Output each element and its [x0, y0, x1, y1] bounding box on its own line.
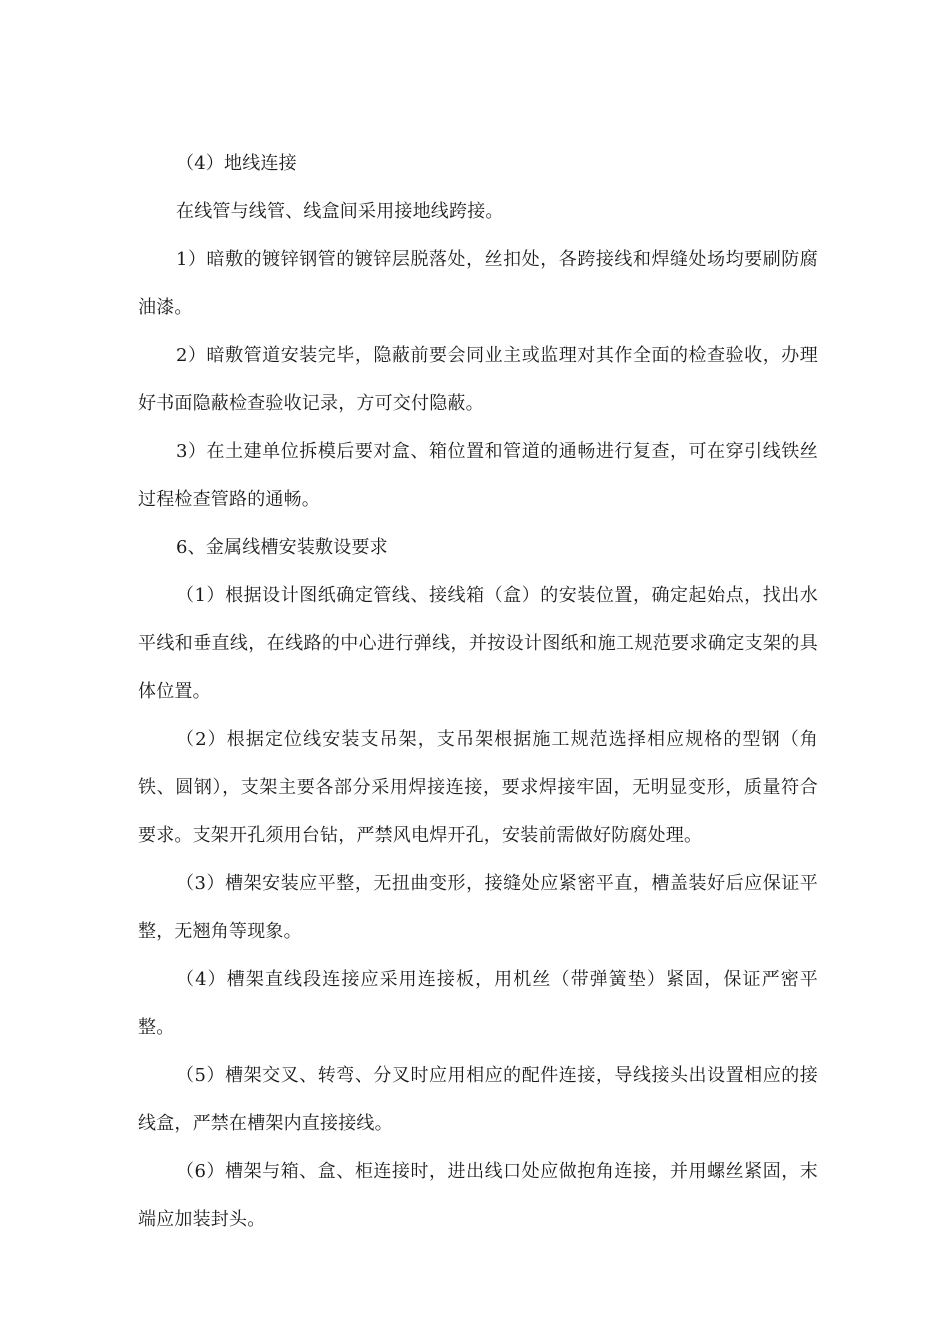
paragraph-trunking-3: （3）槽架安装应平整，无扭曲变形，接缝处应紧密平直，槽盖装好后应保证平整，无翘角等现象。 [138, 873, 818, 942]
paragraph-trunking-2: （2）根据定位线安装支吊架，支吊架根据施工规范选择相应规格的型钢（角铁、圆钢），支架主要各部分采用焊接连接，要求焊接牢固，无明显变形，质量符合要求。支架开孔须用台钻，严禁风电焊开孔，安装前需做好防腐处理。 [138, 729, 818, 846]
document-body [138, 140, 818, 1244]
paragraph-ground-jumper: 在线管与线管、线盒间采用接地线跨接。 [176, 201, 504, 222]
paragraph-item-2: 2）暗敷管道安装完毕，隐蔽前要会同业主或监理对其作全面的检查验收，办理好书面隐蔽检查验收记录，方可交付隐蔽。 [138, 345, 818, 414]
heading-ground-wire-connection: （4）地线连接 [176, 153, 297, 174]
paragraph-item-3: 3）在土建单位拆模后要对盒、箱位置和管道的通畅进行复查，可在穿引线铁丝过程检查管路的通畅。 [138, 441, 818, 510]
paragraph-trunking-5: （5）槽架交叉、转弯、分叉时应用相应的配件连接，导线接头出设置相应的接线盒，严禁在槽架内直接接线。 [138, 1065, 818, 1134]
section-heading-metal-trunking: 6、金属线槽安装敷设要求 [176, 537, 388, 558]
paragraph-trunking-4: （4）槽架直线段连接应采用连接板，用机丝（带弹簧垫）紧固，保证严密平整。 [138, 969, 818, 1038]
paragraph-item-1: 1）暗敷的镀锌钢管的镀锌层脱落处，丝扣处，各跨接线和焊缝处场均要刷防腐油漆。 [138, 249, 818, 318]
paragraph-trunking-6: （6）槽架与箱、盒、柜连接时，进出线口处应做抱角连接，并用螺丝紧固，末端应加装封头。 [138, 1161, 818, 1230]
paragraph-trunking-1: （1）根据设计图纸确定管线、接线箱（盒）的安装位置，确定起始点，找出水平线和垂直线，在线路的中心进行弹线，并按设计图纸和施工规范要求确定支架的具体位置。 [138, 585, 818, 702]
